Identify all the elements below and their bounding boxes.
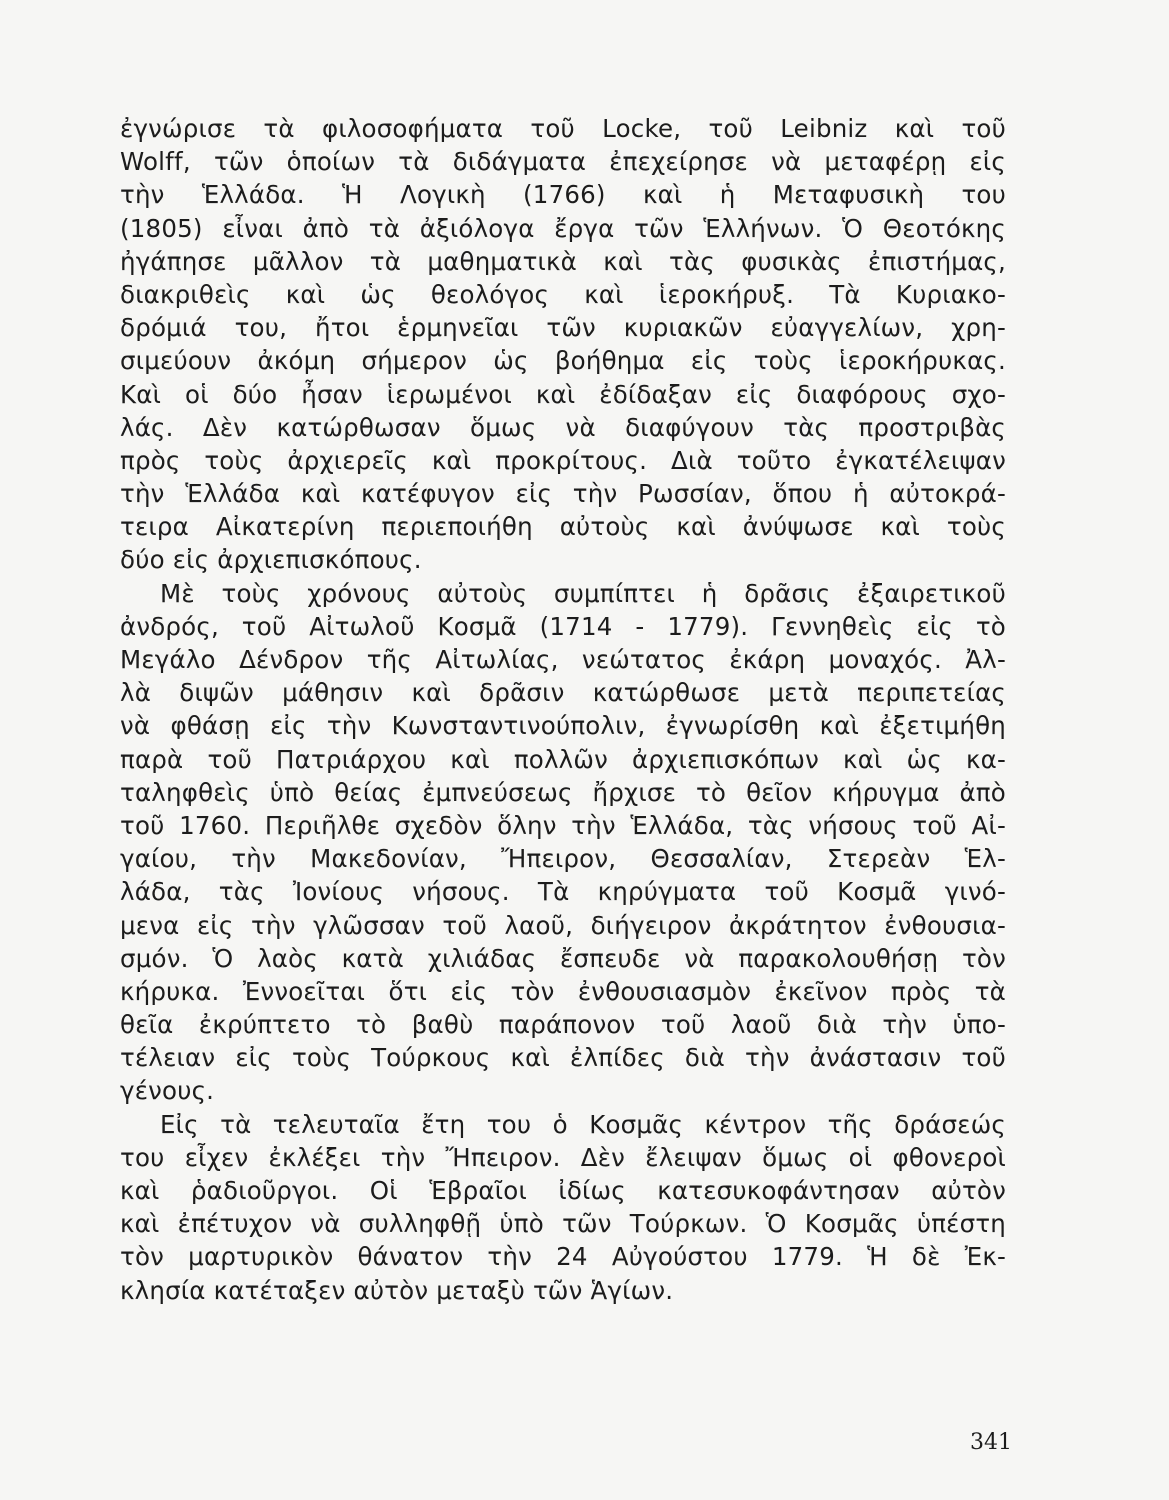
text-line: πρὸς τοὺς ἀρχιερεῖς καὶ προκρίτους. Διὰ τοῦτο ἐγκατέλειψαν bbox=[120, 445, 1006, 475]
text-line: γένους. bbox=[120, 1076, 215, 1106]
text-line: ταληφθεὶς ὑπὸ θείας ἐμπνεύσεως ἤρχισε τὸ θεῖον κήρυγμα ἀπὸ bbox=[120, 777, 1006, 807]
paragraph bbox=[120, 577, 1006, 1108]
text-line: του εἶχεν ἐκλέξει τὴν Ἤπειρον. Δὲν ἔλειψαν ὅμως οἱ φθονεροὶ bbox=[120, 1142, 1006, 1172]
text-line: παρὰ τοῦ Πατριάρχου καὶ πολλῶν ἀρχιεπισκόπων καὶ ὡς κα- bbox=[120, 744, 1006, 774]
text-line: ἀνδρός, τοῦ Αἰτωλοῦ Κοσμᾶ (1714 - 1779). Γεννηθεὶς εἰς τὸ bbox=[120, 611, 1006, 641]
text-line: διακριθεὶς καὶ ὡς θεολόγος καὶ ἱεροκήρυξ. Τὰ Κυριακο- bbox=[120, 279, 1006, 309]
text-line: λὰ διψῶν μάθησιν καὶ δρᾶσιν κατώρθωσε μετὰ περιπετείας bbox=[120, 678, 1006, 708]
text-line: νὰ φθάσῃ εἰς τὴν Κωνσταντινούπολιν, ἐγνωρίσθη καὶ ἐξετιμήθη bbox=[120, 711, 1006, 741]
text-line: σμόν. Ὁ λαὸς κατὰ χιλιάδας ἔσπευδε νὰ παρακολουθήσῃ τὸν bbox=[120, 943, 1006, 973]
page-number: 341 bbox=[970, 1430, 1012, 1455]
text-line: Καὶ οἱ δύο ἦσαν ἱερωμένοι καὶ ἐδίδαξαν εἰς διαφόρους σχο- bbox=[120, 379, 1006, 409]
body-text bbox=[120, 112, 1006, 1307]
paragraph bbox=[120, 1108, 1006, 1307]
text-line: κλησία κατέταξεν αὐτὸν μεταξὺ τῶν Ἁγίων. bbox=[120, 1275, 674, 1305]
text-line: τὸν μαρτυρικὸν θάνατον τὴν 24 Αὐγούστου 1779. Ἡ δὲ Ἐκ- bbox=[120, 1242, 1006, 1272]
paragraph bbox=[120, 112, 1006, 577]
text-line: Εἰς τὰ τελευταῖα ἔτη του ὁ Κοσμᾶς κέντρον τῆς δράσεώς bbox=[160, 1109, 1006, 1139]
text-line: καὶ ἐπέτυχον νὰ συλληφθῇ ὑπὸ τῶν Τούρκων. Ὁ Κοσμᾶς ὑπέστη bbox=[120, 1209, 1006, 1239]
text-line: δρόμιά του, ἤτοι ἑρμηνεῖαι τῶν κυριακῶν εὐαγγελίων, χρη- bbox=[120, 313, 1006, 343]
text-line: (1805) εἶναι ἀπὸ τὰ ἀξιόλογα ἔργα τῶν Ἑλλήνων. Ὁ Θεοτόκης bbox=[120, 213, 1006, 243]
text-line: μενα εἰς τὴν γλῶσσαν τοῦ λαοῦ, διήγειρον ἀκράτητον ἐνθουσια- bbox=[120, 910, 1006, 940]
text-line: δύο εἰς ἀρχιεπισκόπους. bbox=[120, 545, 422, 575]
text-line: τοῦ 1760. Περιῆλθε σχεδὸν ὅλην τὴν Ἑλλάδα, τὰς νήσους τοῦ Αἰ- bbox=[120, 810, 1006, 840]
text-line: λάς. Δὲν κατώρθωσαν ὅμως νὰ διαφύγουν τὰς προστριβὰς bbox=[120, 412, 1006, 442]
text-line: Μὲ τοὺς χρόνους αὐτοὺς συμπίπτει ἡ δρᾶσις ἐξαιρετικοῦ bbox=[160, 578, 1006, 608]
text-line: τὴν Ἑλλάδα καὶ κατέφυγον εἰς τὴν Ρωσσίαν, ὅπου ἡ αὐτοκρά- bbox=[120, 479, 1006, 509]
text-line: λάδα, τὰς Ἰονίους νήσους. Τὰ κηρύγματα τοῦ Κοσμᾶ γινό- bbox=[120, 877, 1006, 907]
text-line: θεῖα ἐκρύπτετο τὸ βαθὺ παράπονον τοῦ λαοῦ διὰ τὴν ὑπο- bbox=[120, 1010, 1006, 1040]
text-line: ἐγνώρισε τὰ φιλοσοφήματα τοῦ Locke, τοῦ Leibniz καὶ τοῦ bbox=[120, 114, 1006, 143]
text-line: καὶ ῥαδιοῦργοι. Οἱ Ἑβραῖοι ἰδίως κατεσυκοφάντησαν αὐτὸν bbox=[120, 1176, 1006, 1205]
text-line: σιμεύουν ἀκόμη σήμερον ὡς βοήθημα εἰς τοὺς ἱεροκήρυκας. bbox=[120, 346, 1006, 376]
text-line: Μεγάλο Δένδρον τῆς Αἰτωλίας, νεώτατος ἐκάρη μοναχός. Ἀλ- bbox=[120, 645, 1006, 674]
text-line: ἠγάπησε μᾶλλον τὰ μαθηματικὰ καὶ τὰς φυσικὰς ἐπιστήμας, bbox=[120, 246, 1006, 276]
text-line: τειρα Αἰκατερίνη περιεποιήθη αὐτοὺς καὶ ἀνύψωσε καὶ τοὺς bbox=[120, 512, 1006, 542]
text-line: Wolff, τῶν ὁποίων τὰ διδάγματα ἐπεχείρησε νὰ μεταφέρῃ εἰς bbox=[120, 147, 1006, 177]
text-line: γαίου, τὴν Μακεδονίαν, Ἤπειρον, Θεσσαλίαν, Στερεὰν Ἑλ- bbox=[120, 844, 1006, 874]
text-line: κήρυκα. Ἐννοεῖται ὅτι εἰς τὸν ἐνθουσιασμὸν ἐκεῖνον πρὸς τὰ bbox=[120, 976, 1006, 1006]
text-line: τὴν Ἑλλάδα. Ἡ Λογικὴ (1766) καὶ ἡ Μεταφυσικὴ του bbox=[120, 180, 1006, 210]
text-line: τέλειαν εἰς τοὺς Τούρκους καὶ ἐλπίδες διὰ τὴν ἀνάστασιν τοῦ bbox=[120, 1043, 1006, 1073]
